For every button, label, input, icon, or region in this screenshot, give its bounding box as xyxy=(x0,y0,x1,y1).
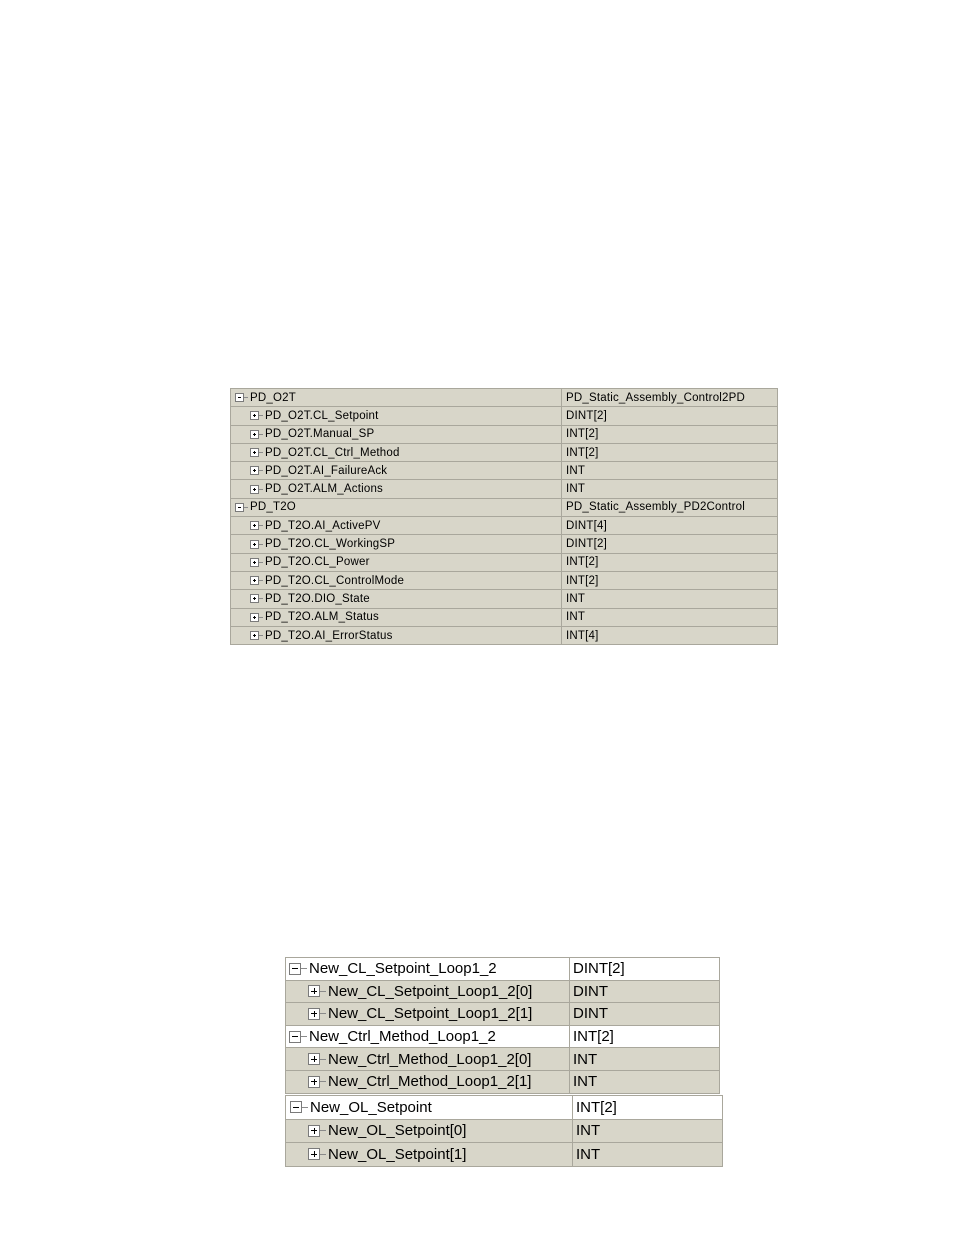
tag-name-cell[interactable] xyxy=(286,1143,573,1167)
tag-name: PD_T2O.DIO_State xyxy=(265,592,370,605)
tag-name-cell[interactable] xyxy=(231,498,562,516)
data-type-cell[interactable] xyxy=(562,498,778,516)
data-type: INT xyxy=(566,611,586,624)
tag-name: New_OL_Setpoint xyxy=(310,1098,432,1116)
tag-row[interactable] xyxy=(286,1048,720,1071)
expand-icon[interactable] xyxy=(308,1053,320,1065)
collapse-icon[interactable] xyxy=(290,1101,302,1113)
tag-row[interactable] xyxy=(286,1143,723,1167)
tag-name-wrapper xyxy=(231,630,561,642)
tag-name-wrapper xyxy=(231,410,561,422)
data-type-cell[interactable] xyxy=(562,553,778,571)
tag-name-wrapper xyxy=(286,1099,572,1116)
tag-name-wrapper xyxy=(231,575,561,587)
expand-icon[interactable] xyxy=(250,540,259,549)
data-type-cell[interactable] xyxy=(570,1003,720,1026)
tag-name-cell[interactable] xyxy=(231,443,562,461)
data-type: INT xyxy=(576,1122,601,1140)
data-type-cell[interactable] xyxy=(573,1096,723,1120)
data-type: INT[2] xyxy=(566,574,599,587)
expand-icon[interactable] xyxy=(308,1125,320,1137)
expand-icon[interactable] xyxy=(250,411,259,420)
data-type: DINT[2] xyxy=(566,538,608,551)
tag-name: New_CL_Setpoint_Loop1_2[0] xyxy=(328,982,533,1000)
tag-row[interactable] xyxy=(231,462,778,480)
tag-name-wrapper xyxy=(231,392,561,404)
collapse-icon[interactable] xyxy=(289,963,301,975)
tag-name-wrapper xyxy=(231,538,561,550)
tag-name: New_OL_Setpoint[1] xyxy=(328,1145,467,1163)
data-type-cell[interactable] xyxy=(562,535,778,553)
tag-name: PD_T2O.ALM_Status xyxy=(265,611,379,624)
tag-name-wrapper xyxy=(231,593,561,605)
tag-name-wrapper xyxy=(231,483,561,495)
expand-icon[interactable] xyxy=(250,466,259,475)
expand-icon[interactable] xyxy=(250,576,259,585)
tag-name-wrapper xyxy=(231,556,561,568)
tag-name-cell[interactable] xyxy=(231,571,562,589)
tag-name-wrapper xyxy=(286,1005,569,1022)
tag-row[interactable] xyxy=(231,480,778,498)
data-type-cell[interactable] xyxy=(562,608,778,626)
tag-row[interactable] xyxy=(231,626,778,644)
tag-name-cell[interactable] xyxy=(231,407,562,425)
data-type-cell[interactable] xyxy=(570,1048,720,1071)
data-type: INT[2] xyxy=(566,428,599,441)
tag-name-wrapper xyxy=(231,465,561,477)
tag-row[interactable] xyxy=(231,553,778,571)
tag-tree-new-ol-setpoint xyxy=(285,1095,723,1167)
data-type-cell[interactable] xyxy=(562,407,778,425)
data-type-cell[interactable] xyxy=(562,425,778,443)
data-type: PD_Static_Assembly_Control2PD xyxy=(566,391,746,404)
tag-row[interactable] xyxy=(286,1119,723,1143)
tag-name-wrapper xyxy=(286,960,569,977)
tag-name: PD_T2O xyxy=(250,501,296,514)
data-type: DINT[2] xyxy=(573,960,625,978)
tag-name: PD_O2T.ALM_Actions xyxy=(265,483,384,496)
data-type-cell[interactable] xyxy=(562,590,778,608)
tag-name: PD_T2O.AI_ActivePV xyxy=(265,519,381,532)
data-type-cell[interactable] xyxy=(570,1070,720,1093)
tag-name-wrapper xyxy=(231,501,561,513)
data-type: INT[2] xyxy=(566,556,599,569)
data-type-cell[interactable] xyxy=(562,626,778,644)
tag-row[interactable] xyxy=(231,443,778,461)
tag-name: PD_T2O.CL_WorkingSP xyxy=(265,538,396,551)
data-type: INT[2] xyxy=(573,1028,614,1046)
tag-name-wrapper xyxy=(286,983,569,1000)
data-type-cell[interactable] xyxy=(570,1025,720,1048)
data-type: INT xyxy=(566,592,586,605)
tag-row[interactable] xyxy=(286,1096,723,1120)
data-type: INT[4] xyxy=(566,629,599,642)
expand-icon[interactable] xyxy=(308,1008,320,1020)
data-type-cell[interactable] xyxy=(562,571,778,589)
tag-name-cell[interactable] xyxy=(231,626,562,644)
tag-row[interactable] xyxy=(231,498,778,516)
tag-name: New_CL_Setpoint_Loop1_2 xyxy=(309,960,497,978)
tag-row[interactable] xyxy=(231,389,778,407)
tag-name-wrapper xyxy=(231,611,561,623)
tag-name: PD_O2T.Manual_SP xyxy=(265,428,375,441)
tag-row[interactable] xyxy=(286,1070,720,1093)
data-type: DINT[4] xyxy=(566,519,608,532)
tag-row[interactable] xyxy=(231,608,778,626)
tag-name-cell[interactable] xyxy=(286,1070,570,1093)
data-type-cell[interactable] xyxy=(573,1119,723,1143)
tag-name-wrapper xyxy=(286,1146,572,1163)
tag-name: New_Ctrl_Method_Loop1_2 xyxy=(309,1028,496,1046)
expand-icon[interactable] xyxy=(308,985,320,997)
tag-name-cell[interactable] xyxy=(286,958,570,981)
expand-icon[interactable] xyxy=(250,521,259,530)
tag-name-wrapper xyxy=(231,520,561,532)
data-type-cell[interactable] xyxy=(562,462,778,480)
tag-name: New_CL_Setpoint_Loop1_2[1] xyxy=(328,1005,533,1023)
tag-row[interactable] xyxy=(231,571,778,589)
tag-name: PD_T2O.CL_Power xyxy=(265,556,370,569)
collapse-icon[interactable] xyxy=(289,1031,301,1043)
tag-name: New_OL_Setpoint[0] xyxy=(328,1122,467,1140)
data-type: INT xyxy=(573,1073,598,1091)
data-type-cell[interactable] xyxy=(573,1143,723,1167)
expand-icon[interactable] xyxy=(250,485,259,494)
expand-icon[interactable] xyxy=(308,1076,320,1088)
tag-row[interactable] xyxy=(286,980,720,1003)
collapse-icon[interactable] xyxy=(235,503,244,512)
tag-name-cell[interactable] xyxy=(231,517,562,535)
data-type: DINT xyxy=(573,982,608,1000)
tag-name: PD_O2T.AI_FailureAck xyxy=(265,464,388,477)
tag-name-wrapper xyxy=(286,1028,569,1045)
tag-name-cell[interactable] xyxy=(286,1096,573,1120)
data-type: INT[2] xyxy=(576,1098,617,1116)
tag-name-wrapper xyxy=(286,1122,572,1139)
tag-name-wrapper xyxy=(286,1051,569,1068)
collapse-icon[interactable] xyxy=(235,393,244,402)
tag-name-wrapper xyxy=(231,428,561,440)
tag-name-cell[interactable] xyxy=(231,608,562,626)
data-type: PD_Static_Assembly_PD2Control xyxy=(566,501,746,514)
tag-name-cell[interactable] xyxy=(231,425,562,443)
tag-name-cell[interactable] xyxy=(231,480,562,498)
data-type: INT[2] xyxy=(566,446,599,459)
data-type-cell[interactable] xyxy=(562,443,778,461)
tag-name-wrapper xyxy=(231,447,561,459)
tag-row[interactable] xyxy=(231,517,778,535)
tag-name: PD_O2T.CL_Setpoint xyxy=(265,409,379,422)
tag-row[interactable] xyxy=(231,590,778,608)
tag-name-cell[interactable] xyxy=(231,553,562,571)
data-type: INT xyxy=(573,1050,598,1068)
tag-name: PD_O2T xyxy=(250,391,296,404)
expand-icon[interactable] xyxy=(250,594,259,603)
tag-name: PD_T2O.AI_ErrorStatus xyxy=(265,629,393,642)
expand-icon[interactable] xyxy=(250,631,259,640)
expand-icon[interactable] xyxy=(250,558,259,567)
tag-tree-pd-assemblies xyxy=(230,388,778,645)
tag-row[interactable] xyxy=(286,958,720,981)
tag-row[interactable] xyxy=(231,535,778,553)
tag-name-cell[interactable] xyxy=(231,590,562,608)
tag-name-cell[interactable] xyxy=(286,1048,570,1071)
data-type: DINT[2] xyxy=(566,409,608,422)
expand-icon[interactable] xyxy=(250,613,259,622)
tag-name-cell[interactable] xyxy=(286,1119,573,1143)
tag-tree-new-loop-tags xyxy=(285,957,720,1094)
tag-name: New_Ctrl_Method_Loop1_2[0] xyxy=(328,1050,532,1068)
tag-name: PD_T2O.CL_ControlMode xyxy=(265,574,405,587)
tag-name-cell[interactable] xyxy=(286,1003,570,1026)
tag-name-cell[interactable] xyxy=(231,389,562,407)
data-type-cell[interactable] xyxy=(570,980,720,1003)
expand-icon[interactable] xyxy=(250,448,259,457)
tag-row[interactable] xyxy=(286,1025,720,1048)
tag-name-cell[interactable] xyxy=(231,535,562,553)
tag-name: New_Ctrl_Method_Loop1_2[1] xyxy=(328,1073,532,1091)
tag-name-cell[interactable] xyxy=(286,1025,570,1048)
tag-row[interactable] xyxy=(286,1003,720,1026)
tag-name-cell[interactable] xyxy=(231,462,562,480)
tag-name-wrapper xyxy=(286,1073,569,1090)
data-type-cell[interactable] xyxy=(562,480,778,498)
data-type: INT xyxy=(566,464,586,477)
expand-icon[interactable] xyxy=(308,1148,320,1160)
tag-name-cell[interactable] xyxy=(286,980,570,1003)
expand-icon[interactable] xyxy=(250,430,259,439)
data-type-cell[interactable] xyxy=(570,958,720,981)
data-type: DINT xyxy=(573,1005,608,1023)
tag-row[interactable] xyxy=(231,407,778,425)
data-type: INT xyxy=(576,1145,601,1163)
tag-name: PD_O2T.CL_Ctrl_Method xyxy=(265,446,400,459)
data-type-cell[interactable] xyxy=(562,389,778,407)
tag-row[interactable] xyxy=(231,425,778,443)
data-type-cell[interactable] xyxy=(562,517,778,535)
data-type: INT xyxy=(566,483,586,496)
